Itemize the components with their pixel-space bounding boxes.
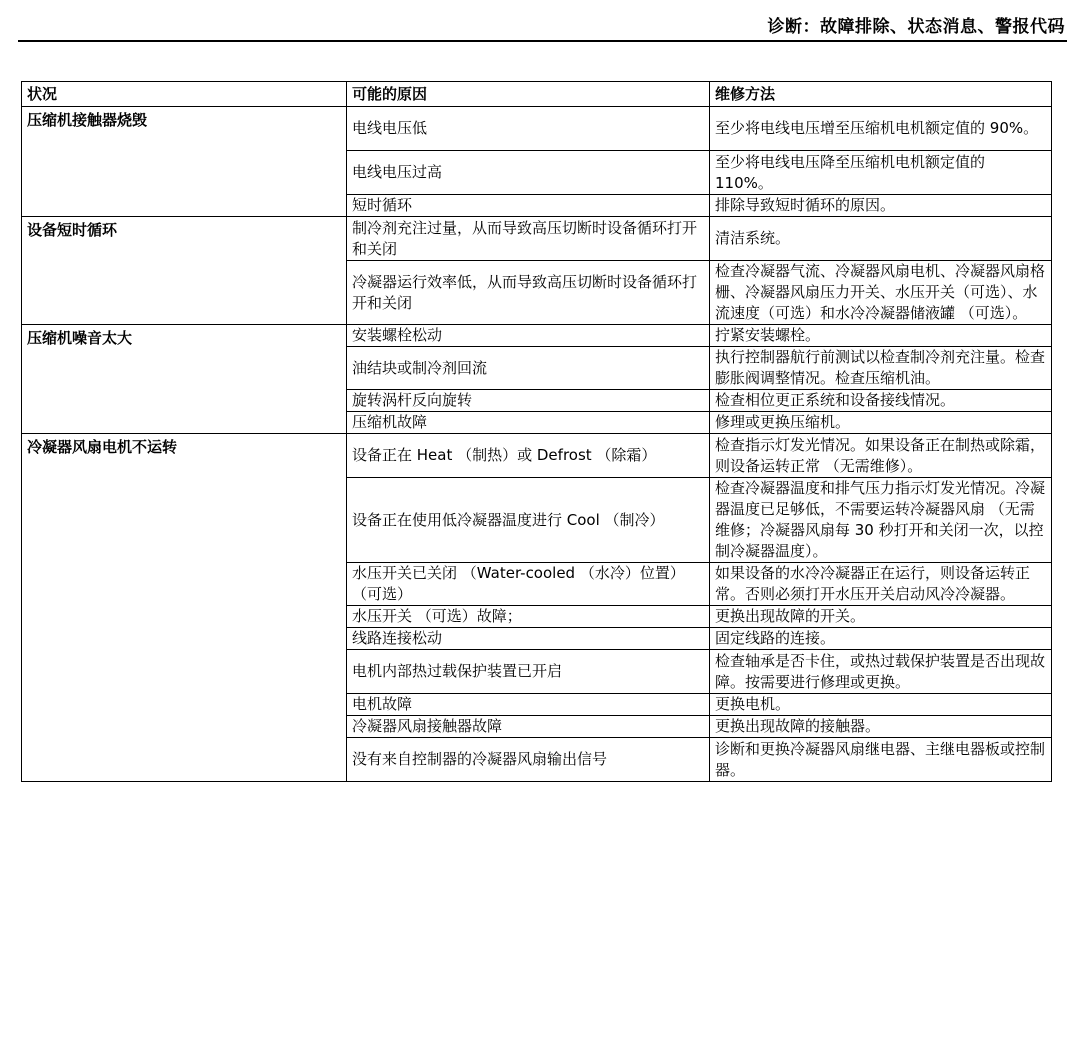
remedy-cell: 更换出现故障的开关。 (710, 606, 1052, 628)
column-header-remedy: 维修方法 (710, 82, 1052, 107)
column-header-condition: 状况 (22, 82, 347, 107)
remedy-cell: 检查冷凝器温度和排气压力指示灯发光情况。冷凝器温度已足够低，不需要运转冷凝器风扇 （无需维修；冷凝器风扇每 30 秒打开和关闭一次，以控制冷凝器温度）。 (710, 478, 1052, 563)
remedy-cell: 诊断和更换冷凝器风扇继电器、主继电器板或控制器。 (710, 738, 1052, 782)
remedy-cell: 检查指示灯发光情况。如果设备正在制热或除霜，则设备运转正常 （无需维修）。 (710, 434, 1052, 478)
remedy-cell: 检查冷凝器气流、冷凝器风扇电机、冷凝器风扇格栅、冷凝器风扇压力开关、水压开关（可选）、水流速度（可选）和水冷冷凝器储液罐 （可选）。 (710, 261, 1052, 325)
cause-cell: 水压开关 （可选）故障； (347, 606, 710, 628)
remedy-cell: 至少将电线电压增至压缩机电机额定值的 90%。 (710, 107, 1052, 151)
cause-cell: 水压开关已关闭 （Water-cooled （水冷）位置）（可选） (347, 563, 710, 606)
remedy-cell: 如果设备的水冷冷凝器正在运行，则设备运转正常。否则必须打开水压开关启动风冷冷凝器。 (710, 563, 1052, 606)
table-row (22, 434, 1052, 478)
cause-cell: 制冷剂充注过量，从而导致高压切断时设备循环打开和关闭 (347, 217, 710, 261)
remedy-cell: 排除导致短时循环的原因。 (710, 195, 1052, 217)
remedy-cell: 清洁系统。 (710, 217, 1052, 261)
table-row (22, 107, 1052, 151)
cause-cell: 设备正在使用低冷凝器温度进行 Cool （制冷） (347, 478, 710, 563)
cause-cell: 旋转涡杆反向旋转 (347, 390, 710, 412)
cause-cell: 压缩机故障 (347, 412, 710, 434)
remedy-cell: 更换电机。 (710, 694, 1052, 716)
remedy-cell: 更换出现故障的接触器。 (710, 716, 1052, 738)
cause-cell: 电机故障 (347, 694, 710, 716)
cause-cell: 电线电压低 (347, 107, 710, 151)
page-title: 诊断：故障排除、状态消息、警报代码 (767, 17, 1065, 37)
cause-cell: 油结块或制冷剂回流 (347, 347, 710, 390)
table-row (22, 325, 1052, 347)
column-header-cause: 可能的原因 (347, 82, 710, 107)
cause-cell: 线路连接松动 (347, 628, 710, 650)
condition-cell: 设备短时循环 (22, 217, 347, 325)
cause-cell: 安装螺栓松动 (347, 325, 710, 347)
remedy-cell: 检查轴承是否卡住，或热过载保护装置是否出现故障。按需要进行修理或更换。 (710, 650, 1052, 694)
remedy-cell: 固定线路的连接。 (710, 628, 1052, 650)
condition-cell: 压缩机噪音太大 (22, 325, 347, 434)
page-header (18, 0, 1067, 42)
table-header-row (22, 82, 1052, 107)
cause-cell: 短时循环 (347, 195, 710, 217)
cause-cell: 冷凝器风扇接触器故障 (347, 716, 710, 738)
remedy-cell: 检查相位更正系统和设备接线情况。 (710, 390, 1052, 412)
table-row (22, 217, 1052, 261)
cause-cell: 电机内部热过载保护装置已开启 (347, 650, 710, 694)
cause-cell: 没有来自控制器的冷凝器风扇输出信号 (347, 738, 710, 782)
cause-cell: 电线电压过高 (347, 151, 710, 195)
cause-cell: 冷凝器运行效率低，从而导致高压切断时设备循环打开和关闭 (347, 261, 710, 325)
troubleshooting-table (21, 81, 1052, 782)
remedy-cell: 修理或更换压缩机。 (710, 412, 1052, 434)
remedy-cell: 执行控制器航行前测试以检查制冷剂充注量。检查膨胀阀调整情况。检查压缩机油。 (710, 347, 1052, 390)
condition-cell: 压缩机接触器烧毁 (22, 107, 347, 217)
remedy-cell: 拧紧安装螺栓。 (710, 325, 1052, 347)
condition-cell: 冷凝器风扇电机不运转 (22, 434, 347, 782)
remedy-cell: 至少将电线电压降至压缩机电机额定值的 110%。 (710, 151, 1052, 195)
cause-cell: 设备正在 Heat （制热）或 Defrost （除霜） (347, 434, 710, 478)
